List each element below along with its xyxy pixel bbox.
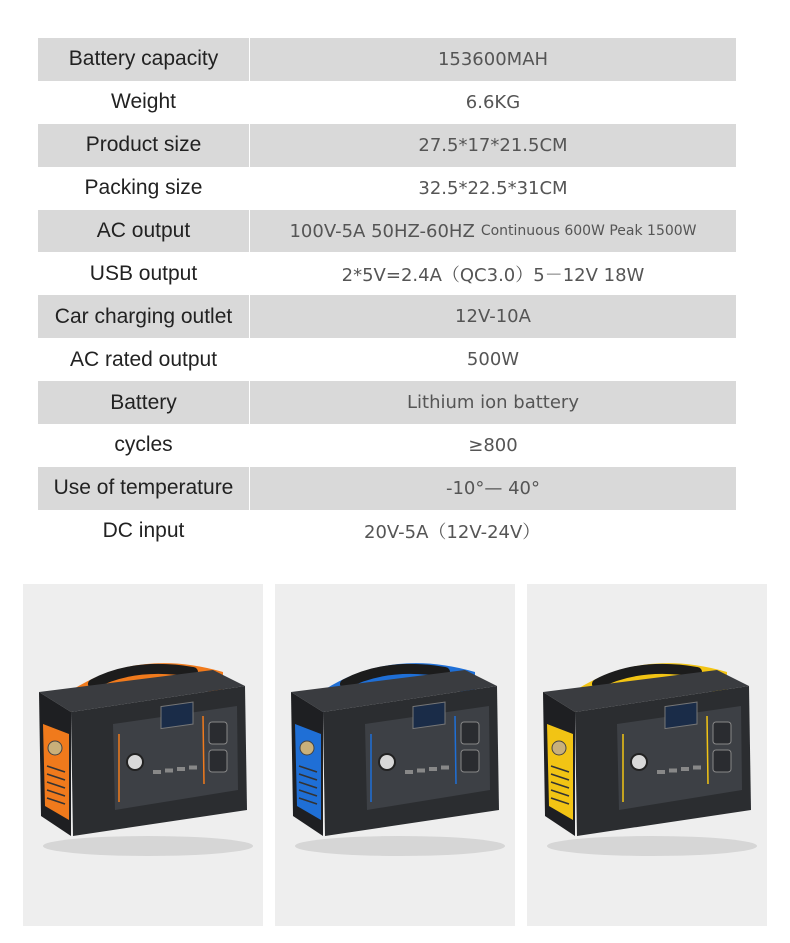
power-station-blue-image: [275, 584, 515, 926]
spec-value: 12V-10A: [455, 306, 531, 328]
spec-label: Weight: [38, 81, 250, 124]
spec-value: 20V-5A（12V-24V）: [364, 522, 541, 544]
spec-label: Packing size: [38, 167, 250, 210]
product-gallery: [23, 584, 767, 926]
spec-value-extra: Continuous 600W Peak 1500W: [480, 223, 697, 239]
spec-row-ac-rated: [38, 338, 736, 381]
product-card-yellow: [527, 584, 767, 926]
product-card-orange: [23, 584, 263, 926]
spec-row-dc-input: [38, 510, 736, 553]
spec-label: Product size: [38, 124, 250, 167]
spec-row-cycles: [38, 424, 736, 467]
spec-value: 153600MAH: [437, 48, 549, 70]
spec-row-battery: [38, 381, 736, 424]
spec-label: USB output: [38, 252, 250, 295]
spec-row-car-charging: [38, 295, 736, 338]
spec-label: Car charging outlet: [38, 295, 250, 338]
spec-value: ≥800: [468, 434, 518, 456]
spec-value: 27.5*17*21.5CM: [418, 134, 568, 156]
power-station-orange-image: [23, 584, 263, 926]
spec-row-battery-capacity: [38, 38, 736, 81]
spec-row-ac-output: [38, 210, 736, 253]
spec-row-weight: [38, 81, 736, 124]
spec-label: cycles: [38, 424, 250, 467]
spec-value: 500W: [466, 349, 520, 371]
spec-row-temperature: [38, 467, 736, 510]
spec-label: Battery capacity: [38, 38, 250, 81]
spec-value: 100V-5A 50HZ-60HZ: [289, 220, 475, 242]
product-card-blue: [275, 584, 515, 926]
spec-row-packing-size: [38, 167, 736, 210]
power-station-yellow-image: [527, 584, 767, 926]
spec-label: AC rated output: [38, 338, 250, 381]
spec-row-product-size: [38, 124, 736, 167]
spec-label: DC input: [38, 510, 250, 553]
spec-value: 32.5*22.5*31CM: [418, 177, 568, 199]
spec-value: 2*5V=2.4A（QC3.0）5－12V 18W: [341, 264, 645, 286]
spec-label: Battery: [38, 381, 250, 424]
spec-value: -10°— 40°: [445, 477, 541, 499]
spec-row-usb-output: [38, 252, 736, 295]
spec-value: Lithium ion battery: [406, 392, 579, 414]
spec-value: 6.6KG: [465, 91, 521, 113]
spec-table: [38, 38, 736, 553]
spec-label: AC output: [38, 210, 250, 253]
spec-value-ac: [250, 210, 736, 253]
spec-label: Use of temperature: [38, 467, 250, 510]
